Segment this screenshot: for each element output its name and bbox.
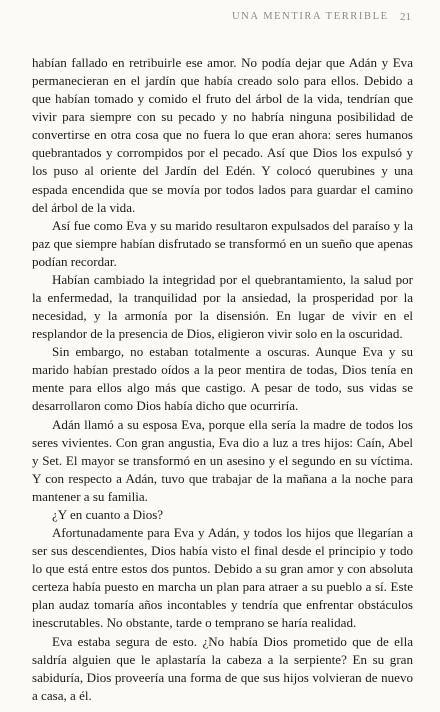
paragraph: Afortunadamente para Eva y Adán, y todos los hijos que llegarían a ser sus descendientes, Dios había visto el final desde el principio y todo lo que está entre estos dos puntos. Debido a su gran amor y con absoluta certeza había puesto en marcha un plan para atraer a su pueblo a sí. Este plan audaz tomaría años incontables y tendría que enfrentar obstáculos inescrutables. No obstante, tarde o temprano se haría realidad. xyxy=(32,525,413,631)
body-text xyxy=(32,54,413,705)
paragraph: Sin embargo, no estaban totalmente a oscuras. Aunque Eva y su marido habían prestado oídos a la peor mentira de todas, Dios tenía en mente para ellos algo más que castigo. A pesar de todo, sus vidas se desarrollaron como Dios había dicho que ocurriría. xyxy=(32,344,413,414)
running-title: UNA MENTIRA TERRIBLE xyxy=(232,11,389,22)
page-number: 21 xyxy=(400,11,411,23)
paragraph: habían fallado en retribuirle ese amor. No podía dejar que Adán y Eva permanecieran en el jardín que había creado solo para ellos. Debido a que habían tomado y comido el fruto del árbol de la vida, tendrían que vivir para siempre con su pecado y no habría ninguna posibilidad de convertirse en otra cosa que no fuera lo que eran ahora: seres humanos quebrantados y corrompidos por el pecado. Así que Dios los expulsó y los puso al oriente del Jardín del Edén. Y colocó querubines y una espada encendida que se movía por todos lados para guardar el camino del árbol de la vida. xyxy=(32,55,413,215)
paragraph: ¿Y en cuanto a Dios? xyxy=(52,506,164,522)
paragraph: Adán llamó a su esposa Eva, porque ella sería la madre de todos los seres vivientes. Con gran angustia, Eva dio a luz a tres hijos: Caín, Abel y Set. El mayor se transformó en un asesino y el segundo en su víctima. Y con respecto a Adán, tuvo que trabajar de la mañana a la noche para mantener a su familia. xyxy=(32,416,413,504)
running-header xyxy=(0,11,440,29)
paragraph: Así fue como Eva y su marido resultaron expulsados del paraíso y la paz que siempre habían disfrutado se transformó en un sueño que apenas podían recordar. xyxy=(32,217,413,269)
paragraph: Habían cambiado la integridad por el quebrantamiento, la salud por la enfermedad, la tranquilidad por la ansiedad, la prosperidad por la necesidad, y la armonía por la disensión. En lugar de vivir en el resplandor de la presencia de Dios, eligieron vivir solo en la oscuridad. xyxy=(32,271,413,342)
paragraph: Eva estaba segura de esto. ¿No había Dios prometido que de ella saldría alguien que le aplastaría la cabeza a la serpiente? En su gran sabiduría, Dios proveería una forma de que sus hijos volvieran de nuevo a casa, a él. xyxy=(32,633,413,703)
